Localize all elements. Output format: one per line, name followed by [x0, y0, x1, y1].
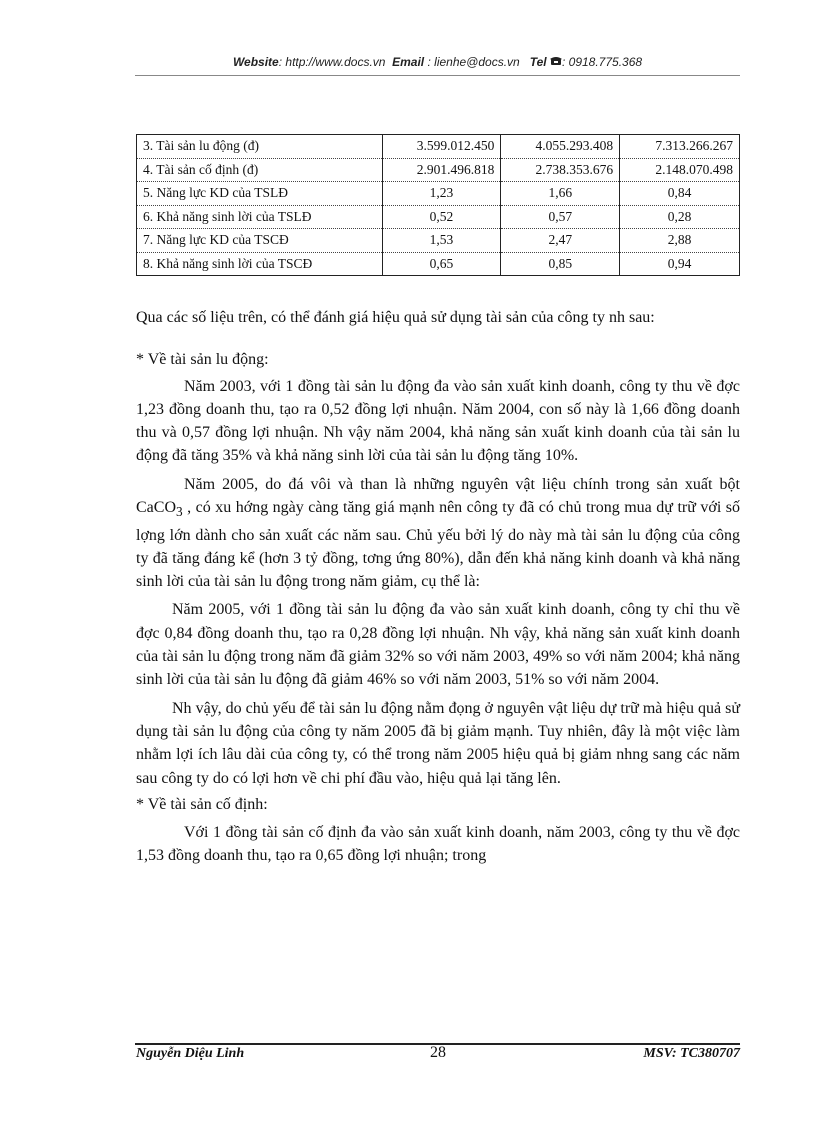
- row-label: 5. Năng lực KD của TSLĐ: [137, 182, 383, 206]
- table-row: [137, 158, 740, 182]
- cell-value: 0,65: [382, 252, 501, 276]
- website-label: Website: [232, 55, 279, 69]
- cell-value: 2,88: [620, 229, 740, 253]
- row-label: 4. Tài sản cố định (đ): [137, 158, 383, 182]
- author-name: Nguyễn Diệu Linh: [136, 1046, 245, 1061]
- body-text: [136, 306, 740, 868]
- page-number: 28: [430, 1044, 446, 1061]
- table-row: [137, 135, 740, 159]
- table-row: [137, 205, 740, 229]
- section-heading: * Về tài sản lu động:: [136, 351, 269, 369]
- page-footer: [136, 1046, 740, 1068]
- row-label: 7. Năng lực KD của TSCĐ: [137, 229, 383, 253]
- cell-value: 0,52: [382, 205, 501, 229]
- paragraph: Năm 2003, với 1 đồng tài sản lu động đa vào sản xuất kinh doanh, công ty thu về đợc 1,23 đồng doanh thu, tạo ra 0,52 đồng lợi nhuận. Năm 2004, con số này là 1,66 đồng doanh thu và 0,57 đồng lợi nhuận. Nh vậy năm 2004, khả năng sản xuất kinh doanh của tài sản lu động đã tăng 35% và khả năng sinh lời của tài sản lu động tăng 10%.: [136, 377, 740, 465]
- paragraph: [136, 473, 740, 594]
- cell-value: 0,94: [620, 252, 740, 276]
- tel-label: Tel: [529, 55, 547, 69]
- subscript: 3: [176, 504, 183, 520]
- header-divider: [135, 75, 740, 76]
- row-label: 8. Khả năng sinh lời của TSCĐ: [137, 252, 383, 276]
- cell-value: 2.901.496.818: [382, 158, 501, 182]
- row-label: 6. Khả năng sinh lời của TSLĐ: [137, 205, 383, 229]
- paragraph: Nh vậy, do chủ yếu để tài sản lu động nằm đọng ở nguyên vật liệu dự trữ mà hiệu quả sử dụng tài sản lu động của công ty năm 2005 đã bị giảm mạnh. Tuy nhiên, đây là một việc làm nhằm lợi ích lâu dài của công ty, có thể trong năm 2005 hiệu quả bị giảm nhng sang các năm sau công ty do có lợi hơn về chi phí đầu vào, hiệu quả lại tăng lên.: [136, 699, 740, 787]
- page-header: [135, 55, 740, 69]
- email-value[interactable]: : lienhe@docs.vn: [427, 55, 520, 69]
- cell-value: 3.599.012.450: [382, 135, 501, 159]
- table-row: [137, 182, 740, 206]
- student-id: MSV: TC380707: [643, 1046, 740, 1061]
- cell-value: 1,23: [382, 182, 501, 206]
- email-label: Email: [392, 55, 425, 69]
- phone-icon: [550, 55, 562, 69]
- website-value[interactable]: : http://www.docs.vn: [278, 55, 386, 69]
- paragraph-part: , có xu hớng ngày càng tăng giá mạnh nên công ty đã có chủ trong mua dự trữ với số lợng lớn dành cho sản xuất các năm sau. Chủ yếu bởi lý do này mà tài sản lu động của công ty đã tăng đáng kể (hơn 3 tỷ đồng, tơng ứng 80%), dẫn đến khả năng kinh doanh và khả năng sinh lời của tài sản lu động trong năm giảm, cụ thể là:: [136, 499, 740, 591]
- cell-value: 2.148.070.498: [620, 158, 740, 182]
- cell-value: 2.738.353.676: [501, 158, 620, 182]
- section-heading: * Về tài sản cố định:: [136, 795, 268, 813]
- cell-value: 7.313.266.267: [620, 135, 740, 159]
- cell-value: 1,53: [382, 229, 501, 253]
- row-label: 3. Tài sản lu động (đ): [137, 135, 383, 159]
- ratio-table: [136, 134, 740, 276]
- table-row: [137, 229, 740, 253]
- intro-paragraph: Qua các số liệu trên, có thể đánh giá hiệu quả sử dụng tài sản của công ty nh sau:: [136, 309, 655, 326]
- cell-value: 4.055.293.408: [501, 135, 620, 159]
- cell-value: 1,66: [501, 182, 620, 206]
- paragraph: Năm 2005, với 1 đồng tài sản lu động đa vào sản xuất kinh doanh, công ty chỉ thu về đợc 0,84 đồng doanh thu, tạo ra 0,28 đồng lợi nhuận. Nh vậy, khả năng sản xuất kinh doanh của tài sản lu động trong năm đã giảm 32% so với năm 2003, 49% so với năm 2004; khả năng sinh lời của tài sản lu động đã giảm 46% so với năm 2003, 51% so với năm 2004.: [136, 601, 740, 689]
- cell-value: 0,85: [501, 252, 620, 276]
- cell-value: 0,28: [620, 205, 740, 229]
- tel-value: : 0918.775.368: [561, 55, 643, 69]
- cell-value: 2,47: [501, 229, 620, 253]
- table-row: [137, 252, 740, 276]
- cell-value: 0,57: [501, 205, 620, 229]
- paragraph-part: Năm 2005, do đá vôi và than là những nguyên vật liệu chính trong sản xuất bột CaCO: [136, 475, 740, 517]
- cell-value: 0,84: [620, 182, 740, 206]
- paragraph: Với 1 đồng tài sản cố định đa vào sản xuất kinh doanh, năm 2003, công ty thu về đợc 1,53 đồng doanh thu, tạo ra 0,65 đồng lợi nhuận; trong: [136, 824, 740, 865]
